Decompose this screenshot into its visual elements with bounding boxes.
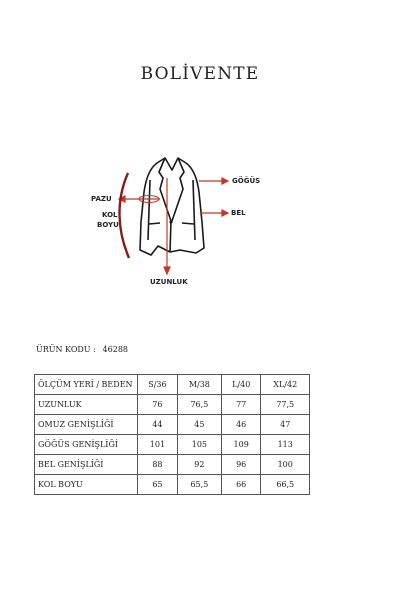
product-code-row xyxy=(36,345,128,354)
button-icon xyxy=(169,220,172,223)
measurement-arrows xyxy=(119,178,228,274)
table-cell: 65 xyxy=(138,475,178,495)
table-cell: 66,5 xyxy=(261,475,310,495)
label-kol-line1: KOL xyxy=(102,211,118,219)
table-row xyxy=(35,475,310,495)
table-cell: 45 xyxy=(177,415,221,435)
label-kol-line2: BOYU xyxy=(97,221,119,229)
label-gogus: GÖĞÜS xyxy=(232,177,261,185)
table-cell: 65,5 xyxy=(177,475,221,495)
header-size-xl: XL/42 xyxy=(261,375,310,395)
table-cell: 92 xyxy=(177,455,221,475)
header-size-s: S/36 xyxy=(138,375,178,395)
table-cell: 76,5 xyxy=(177,395,221,415)
label-bel: BEL xyxy=(231,209,246,217)
table-cell: 47 xyxy=(261,415,310,435)
table-cell: 77,5 xyxy=(261,395,310,415)
table-row xyxy=(35,455,310,475)
product-code-label: ÜRÜN KODU : xyxy=(36,345,96,354)
table-cell: 105 xyxy=(177,435,221,455)
sleeve-length-arc xyxy=(119,173,129,258)
row-label: UZUNLUK xyxy=(35,395,138,415)
table-cell: 76 xyxy=(138,395,178,415)
row-label: KOL BOYU xyxy=(35,475,138,495)
table-row xyxy=(35,415,310,435)
header-size-m: M/38 xyxy=(177,375,221,395)
table-cell: 109 xyxy=(221,435,261,455)
blazer-outline xyxy=(140,158,204,255)
table-cell: 88 xyxy=(138,455,178,475)
table-cell: 66 xyxy=(221,475,261,495)
table-row xyxy=(35,435,310,455)
table-cell: 96 xyxy=(221,455,261,475)
table-cell: 46 xyxy=(221,415,261,435)
label-pazu: PAZU xyxy=(91,195,112,203)
table-header-row xyxy=(35,375,310,395)
table-row xyxy=(35,395,310,415)
table-cell: 100 xyxy=(261,455,310,475)
label-uzunluk: UZUNLUK xyxy=(150,278,188,286)
row-label: OMUZ GENİŞLİĞİ xyxy=(35,415,138,435)
brand-logo: BOLİVENTE xyxy=(140,64,260,84)
product-code-value: 46288 xyxy=(102,345,128,354)
header-size-l: L/40 xyxy=(221,375,261,395)
row-label: BEL GENİŞLİĞİ xyxy=(35,455,138,475)
table-cell: 113 xyxy=(261,435,310,455)
row-label: GÖĞÜS GENİŞLİĞİ xyxy=(35,435,138,455)
header-measurement: ÖLÇÜM YERİ / BEDEN xyxy=(35,375,138,395)
table-cell: 101 xyxy=(138,435,178,455)
size-table xyxy=(34,374,310,495)
table-cell: 44 xyxy=(138,415,178,435)
table-cell: 77 xyxy=(221,395,261,415)
